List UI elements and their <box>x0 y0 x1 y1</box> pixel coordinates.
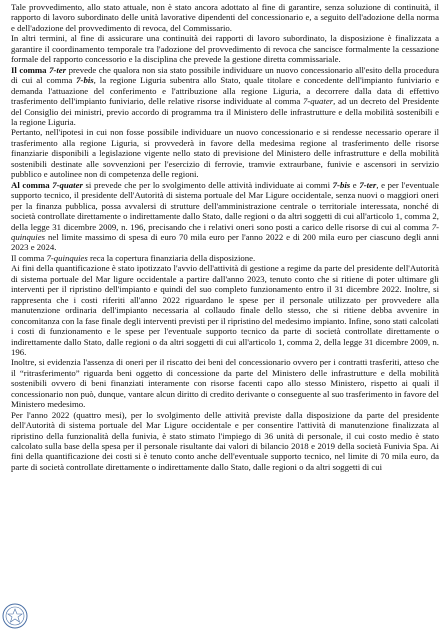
text-segment: 7-quater <box>302 96 334 107</box>
text-segment: e <box>350 179 360 190</box>
text-segment: Ai fini della quantificazione è stato ipotizzato l'avvio dell'attività di gestione a regime da parte del presidente dell'Autorità di sistema portuale del Mar ligure occidentale a partire dall'anno 2023, tenuto conto che si ritiene di poter ultimare gli interventi per il ripristino dell'impianto e quindi del suo completo funzionamento entro il 31 dicembre 2022. Inoltre, si rappresenta che i costi riferiti all'anno 2022 riguardano le spese per il personale utilizzato per provvedere alla manutenzione ordinaria dell'impianto necessaria al collaudo finale dello stesso, che si ritiene debba avvenire in concomitanza con la fase finale degli interventi previsti per il ripristino del medesimo impianto. Infine, sono stati calcolati i costi di funzionamento e le spese per l'eventuale supporto tecnico da parte di società controllate direttamente o indirettamente dallo Stato, dalle regioni o da altri soggetti di cui all'articolo 1, comma 2, della legge 31 dicembre 2009, n. 196. <box>11 263 439 357</box>
text-segment: Il comma <box>11 64 50 75</box>
text-segment: Tale provvedimento, allo stato attuale, non è stato ancora adottato al fine di garantire, senza soluzione di continuità, il rapporto di lavoro subordinato delle unità lavorative dipendenti del concessionario e, a seguito dell'adozione della norma e dell'adozione del provvedimento di revoca, del Commissario. <box>11 2 439 33</box>
paragraph <box>11 263 439 357</box>
text-segment: In altri termini, al fine di assicurare una continuità dei rapporti di lavoro subordinato, la disposizione è finalizzata a garantire il coordinamento temporale tra l'adozione del provvedimento di revoca che sancisce formalmente la cessazione formale del rapporto concessorio e la disciplina che prevede la gestione diretta commissariale. <box>11 33 439 65</box>
paragraph <box>11 180 439 253</box>
text-segment: Inoltre, si evidenzia l'assenza di oneri per il riscatto dei beni del concessionario ovvero per i contratti trasferiti, atteso che il “ritrasferimento” riguarda beni oggetto di concessione da parte del Ministero delle infrastrutture e della mobilità sostenibili ovvero di beni finanziati interamente con risorse facenti capo allo stesso Ministero, rispetto ai quali il concessionario non può, dunque, vantare alcun diritto di credito derivante o conseguente al suo trasferimento in favore del Ministero medesimo. <box>11 357 439 410</box>
paragraph <box>11 127 439 179</box>
text-segment: 7-quinquies <box>11 221 439 242</box>
paragraph <box>11 253 439 263</box>
text-segment: Il comma <box>11 252 47 263</box>
text-segment: Per l'anno 2022 (quattro mesi), per lo svolgimento delle attività previste dalla disposizione da parte del presidente dell'Autorità di sistema portuale del Mar Ligure occidentale e per consentire l'attività di manutenzione finalizzata al ripristino della funzionalità della funivia, è stato stimato l'impiego di 36 unità di personale, il cui costo medio è stato calcolato sulla base della spesa per il personale risultante dai valori di bilancio 2018 e 2019 della società Funivia Spa. Ai fini della quantificazione dei costi si è tenuto conto anche dell'eventuale supporto tecnico, nel limite di 70 mila euro, da parte di società controllate direttamente o indirettamente dallo Stato, dalle regioni o da altri soggetti di cui <box>11 409 439 472</box>
text-segment: Pertanto, nell'ipotesi in cui non fosse possibile individuare un nuovo concessionario e si rendesse necessario operare il trasferimento alla regione Liguria, si provvederà in favore della medesima regione al trasferimento delle risorse finanziarie disponibili a legislazione vigente nello stato di previsione del Ministero delle infrastrutture e della mobilità sostenibili destinate alle sovvenzioni per l'esercizio di ferrovie, tramvie extraurbane, funivie e ascensori in servizio pubblico e autolinee non di competenza delle regioni. <box>11 127 439 180</box>
text-segment: si prevede che per lo svolgimento delle attività individuate ai commi <box>82 179 333 190</box>
text-segment: reca la copertura finanziaria della disposizione. <box>87 252 256 263</box>
text-segment: 7-ter <box>49 64 67 75</box>
parliament-seal-icon <box>2 603 28 629</box>
paragraph <box>11 65 439 128</box>
text-segment: nel limite massimo di spesa di euro 70 mila euro per l'anno 2022 e di 200 mila euro per ciascuno degli anni 2023 e 2024. <box>11 231 439 253</box>
text-segment: , e per l'eventuale supporto tecnico, il presidente dell'Autorità di sistema portuale del Mar Ligure occidentale, senza nuovi o maggiori oneri per la finanza pubblica, possa avvalersi di strutture dell'amministrazione centrale o territoriale interessata, nonché di società controllate direttamente o indirettamente dallo Stato, dalle regioni o da altri soggetti di cui all'articolo 1, comma 2, della legge 31 dicembre 2009, n. 196, precisando che i relativi oneri sono posti a carico delle risorse di cui al comma <box>11 179 439 232</box>
text-segment: comma <box>22 179 53 190</box>
text-segment: 7-quinquies <box>46 252 88 263</box>
text-segment: 7-bis <box>332 179 351 190</box>
text-segment: 7-ter <box>359 179 377 190</box>
document-body <box>11 2 439 472</box>
paragraph <box>11 410 439 473</box>
text-segment: , ad un decreto del Presidente del Consiglio dei ministri, previo accordo di programma tra il Ministero delle infrastrutture e della mobilità sostenibili e la regione Liguria. <box>11 96 439 127</box>
text-segment: Al <box>11 179 23 190</box>
text-segment: 7-bis <box>76 75 94 86</box>
paragraph <box>11 33 439 64</box>
paragraph <box>11 357 439 409</box>
paragraph <box>11 2 439 33</box>
text-segment: , la regione Liguria subentra allo Stato, quale titolare e concedente dell'impianto funiviario e demanda l'attuazione del conferimento e l'attribuzione alla regione Liguria, a decorrere dalla data di effettivo trasferimento dell'impianto funiviario, delle relative risorse individuate al comma <box>11 75 439 107</box>
text-segment: 7-quater <box>52 179 83 190</box>
text-segment: prevede che qualora non sia stato possibile individuare un nuovo concessionario all'esito della procedura di cui al comma <box>11 64 439 86</box>
